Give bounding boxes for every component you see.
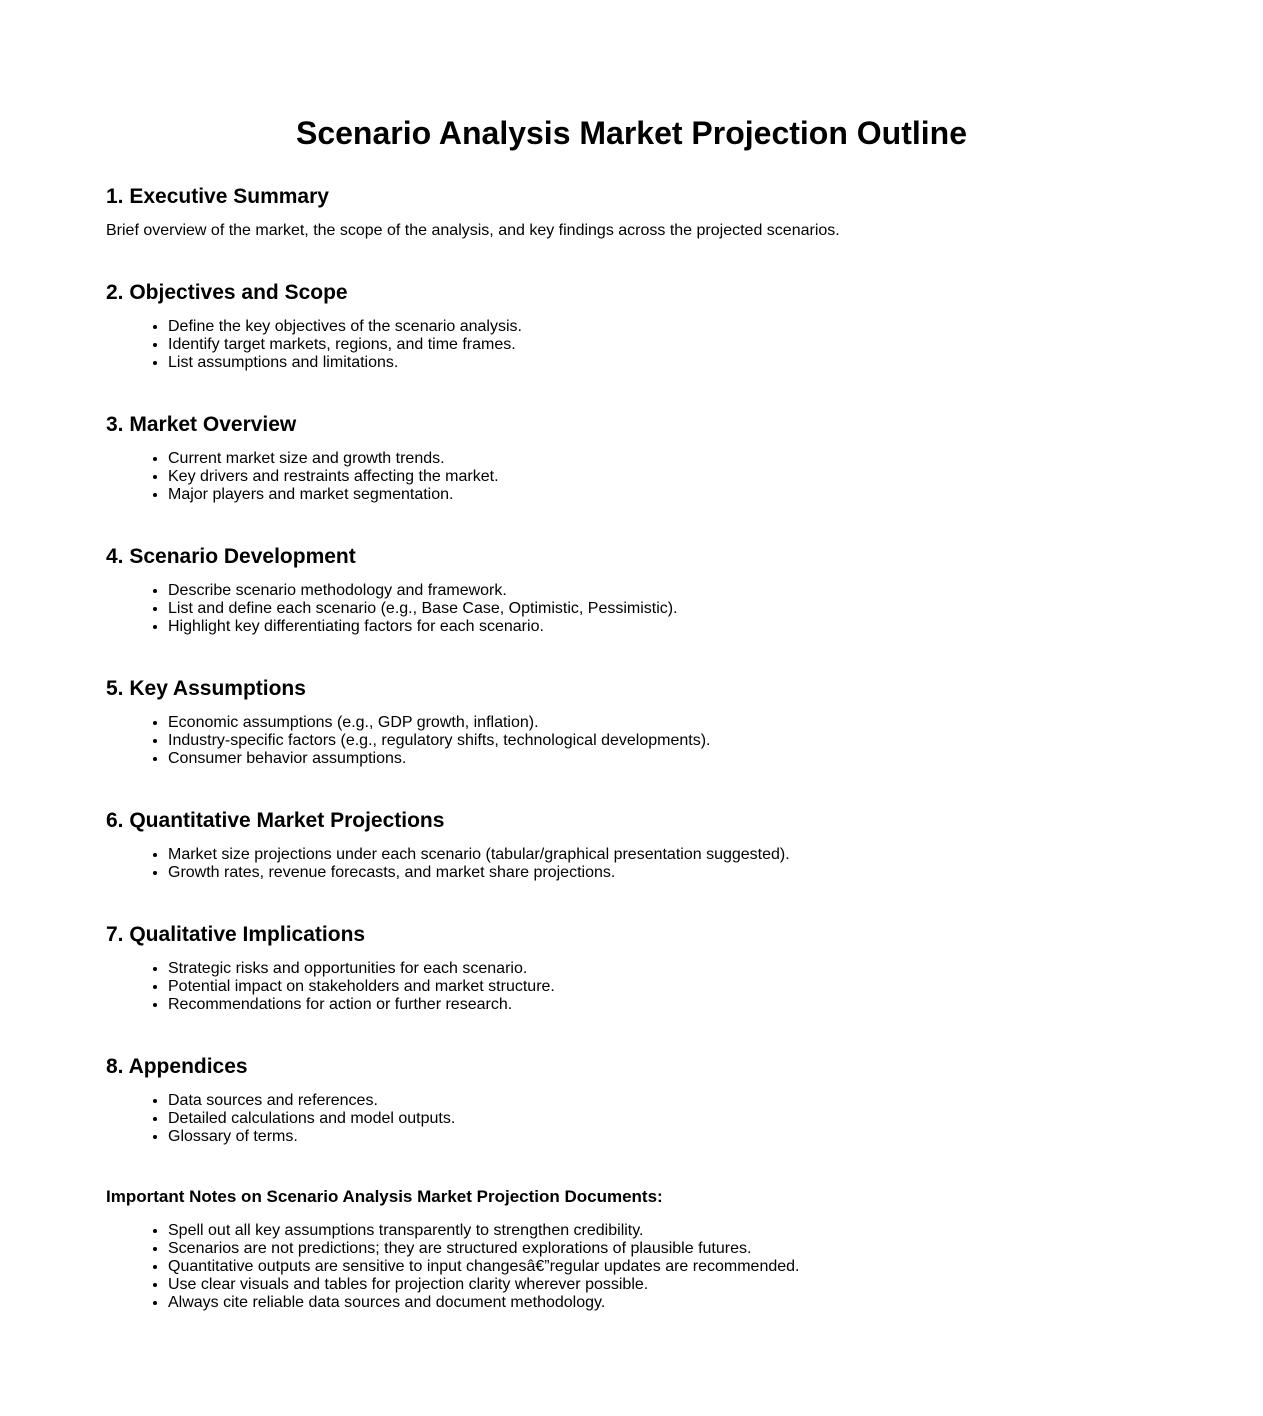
important-notes — [106, 1186, 1156, 1312]
bullet-list — [106, 582, 1156, 636]
list-item: • Spell out all key assumptions transparently to strengthen credibility. — [168, 1222, 1156, 1240]
section-heading: 7. Qualitative Implications — [106, 923, 366, 946]
notes-heading: Important Notes on Scenario Analysis Market Projection Documents: — [106, 1187, 663, 1206]
section-executive-summary — [106, 183, 1156, 240]
section-heading: 8. Appendices — [106, 1055, 248, 1078]
list-item: • Detailed calculations and model outputs. — [168, 1110, 1156, 1128]
list-item: • Growth rates, revenue forecasts, and market share projections. — [168, 864, 1156, 882]
list-item: • Data sources and references. — [168, 1092, 1156, 1110]
section-scenario-development — [106, 543, 1156, 636]
list-item: • Use clear visuals and tables for projection clarity wherever possible. — [168, 1276, 1156, 1294]
list-item: • Glossary of terms. — [168, 1128, 1156, 1146]
bullet-list — [106, 450, 1156, 504]
section-heading: 5. Key Assumptions — [106, 677, 306, 700]
list-item: • Economic assumptions (e.g., GDP growth, inflation). — [168, 714, 1156, 732]
list-item: • Define the key objectives of the scenario analysis. — [168, 318, 1156, 336]
list-item: • Always cite reliable data sources and document methodology. — [168, 1294, 1156, 1312]
section-objectives-and-scope — [106, 279, 1156, 372]
section-heading: 6. Quantitative Market Projections — [106, 809, 445, 832]
list-item: • Scenarios are not predictions; they are structured explorations of plausible futures. — [168, 1240, 1156, 1258]
section-heading: 4. Scenario Development — [106, 545, 356, 568]
bullet-list — [106, 1222, 1156, 1312]
section-heading: 3. Market Overview — [106, 413, 297, 436]
list-item: • Market size projections under each scenario (tabular/graphical presentation suggested). — [168, 846, 1156, 864]
section-key-assumptions — [106, 675, 1156, 768]
section-market-overview — [106, 411, 1156, 504]
section-qualitative-implications — [106, 921, 1156, 1014]
list-item: • Quantitative outputs are sensitive to input changesâ€”regular updates are recommended. — [168, 1258, 1156, 1276]
list-item: • List assumptions and limitations. — [168, 354, 1156, 372]
list-item: • Strategic risks and opportunities for each scenario. — [168, 960, 1156, 978]
section-quantitative-market-projections — [106, 807, 1156, 882]
list-item: • Potential impact on stakeholders and market structure. — [168, 978, 1156, 996]
list-item: • Identify target markets, regions, and time frames. — [168, 336, 1156, 354]
list-item: • Key drivers and restraints affecting the market. — [168, 468, 1156, 486]
list-item: • List and define each scenario (e.g., Base Case, Optimistic, Pessimistic). — [168, 600, 1156, 618]
list-item: • Industry-specific factors (e.g., regulatory shifts, technological developments). — [168, 732, 1156, 750]
list-item: • Major players and market segmentation. — [168, 486, 1156, 504]
bullet-list — [106, 714, 1156, 768]
bullet-list — [106, 1092, 1156, 1146]
bullet-list — [106, 846, 1156, 882]
bullet-list — [106, 318, 1156, 372]
section-heading: 1. Executive Summary — [106, 185, 329, 208]
list-item: • Current market size and growth trends. — [168, 450, 1156, 468]
list-item: • Describe scenario methodology and framework. — [168, 582, 1156, 600]
list-item: • Highlight key differentiating factors for each scenario. — [168, 618, 1156, 636]
section-heading: 2. Objectives and Scope — [106, 281, 348, 304]
bullet-list — [106, 960, 1156, 1014]
section-text: Brief overview of the market, the scope of the analysis, and key findings across the projected scenarios. — [106, 222, 840, 239]
section-appendices — [106, 1053, 1156, 1146]
list-item: • Consumer behavior assumptions. — [168, 750, 1156, 768]
list-item: • Recommendations for action or further research. — [168, 996, 1156, 1014]
page-title: Scenario Analysis Market Projection Outline — [295, 115, 967, 151]
